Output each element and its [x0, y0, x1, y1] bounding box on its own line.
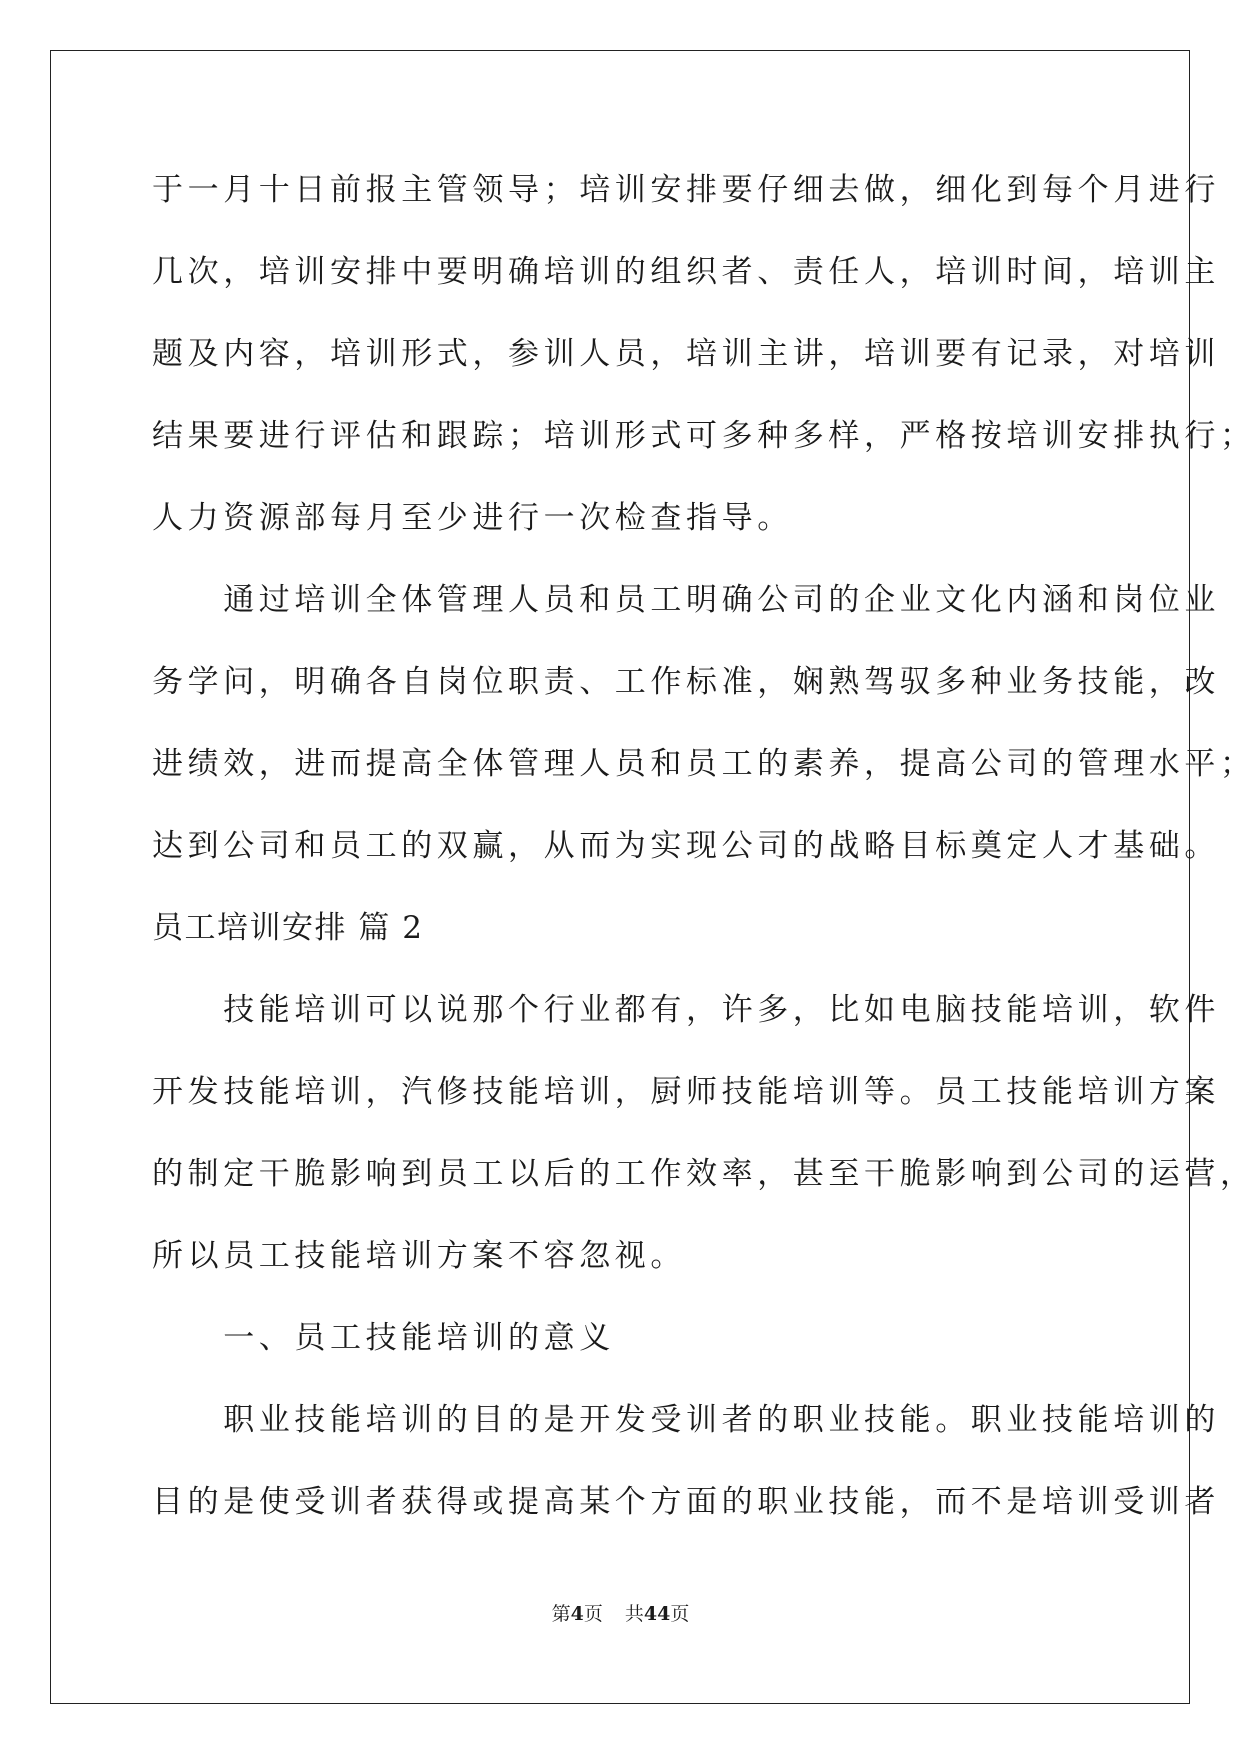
text-line: 几次，培训安排中要明确培训的组织者、责任人，培训时间，培训主: [152, 254, 1220, 290]
text-line: 的制定干脆影响到员工以后的工作效率，甚至干脆影响到公司的运营，: [152, 1156, 1256, 1192]
text-line: 务学问，明确各自岗位职责、工作标准，娴熟驾驭多种业务技能，改: [152, 664, 1220, 700]
text-line: 开发技能培训，汽修技能培训，厨师技能培训等。员工技能培训方案: [152, 1074, 1220, 1110]
section-heading: 员工培训安排 篇 2: [152, 910, 424, 946]
total-prefix: 共: [624, 1603, 644, 1625]
page-prefix: 第: [551, 1603, 571, 1625]
subheading-line: 一、员工技能培训的意义: [152, 1320, 615, 1356]
text-line: 于一月十日前报主管领导；培训安排要仔细去做，细化到每个月进行: [152, 172, 1220, 208]
page-footer: [0, 1599, 1241, 1626]
text-line: 所以员工技能培训方案不容忽视。: [152, 1238, 686, 1274]
page-suffix: 页: [583, 1603, 603, 1625]
total-pages: 44: [643, 1603, 671, 1625]
total-suffix: 页: [670, 1603, 690, 1625]
text-line: 通过培训全体管理人员和员工明确公司的企业文化内涵和岗位业: [152, 582, 1220, 618]
page-number: 4: [570, 1603, 584, 1625]
text-line: 人力资源部每月至少进行一次检查指导。: [152, 500, 793, 536]
document-body: [152, 158, 1256, 1552]
text-line: 达到公司和员工的双赢，从而为实现公司的战略目标奠定人才基础。: [152, 828, 1220, 864]
text-line: 技能培训可以说那个行业都有，许多，比如电脑技能培训，软件: [152, 992, 1220, 1028]
text-line: 结果要进行评估和跟踪；培训形式可多种多样，严格按培训安排执行；: [152, 418, 1256, 454]
text-line: 职业技能培训的目的是开发受训者的职业技能。职业技能培训的: [152, 1402, 1220, 1438]
text-line: 进绩效，进而提高全体管理人员和员工的素养，提高公司的管理水平；: [152, 746, 1256, 782]
text-line: 题及内容，培训形式，参训人员，培训主讲，培训要有记录，对培训: [152, 336, 1220, 372]
text-line: 目的是使受训者获得或提高某个方面的职业技能，而不是培训受训者: [152, 1484, 1220, 1520]
